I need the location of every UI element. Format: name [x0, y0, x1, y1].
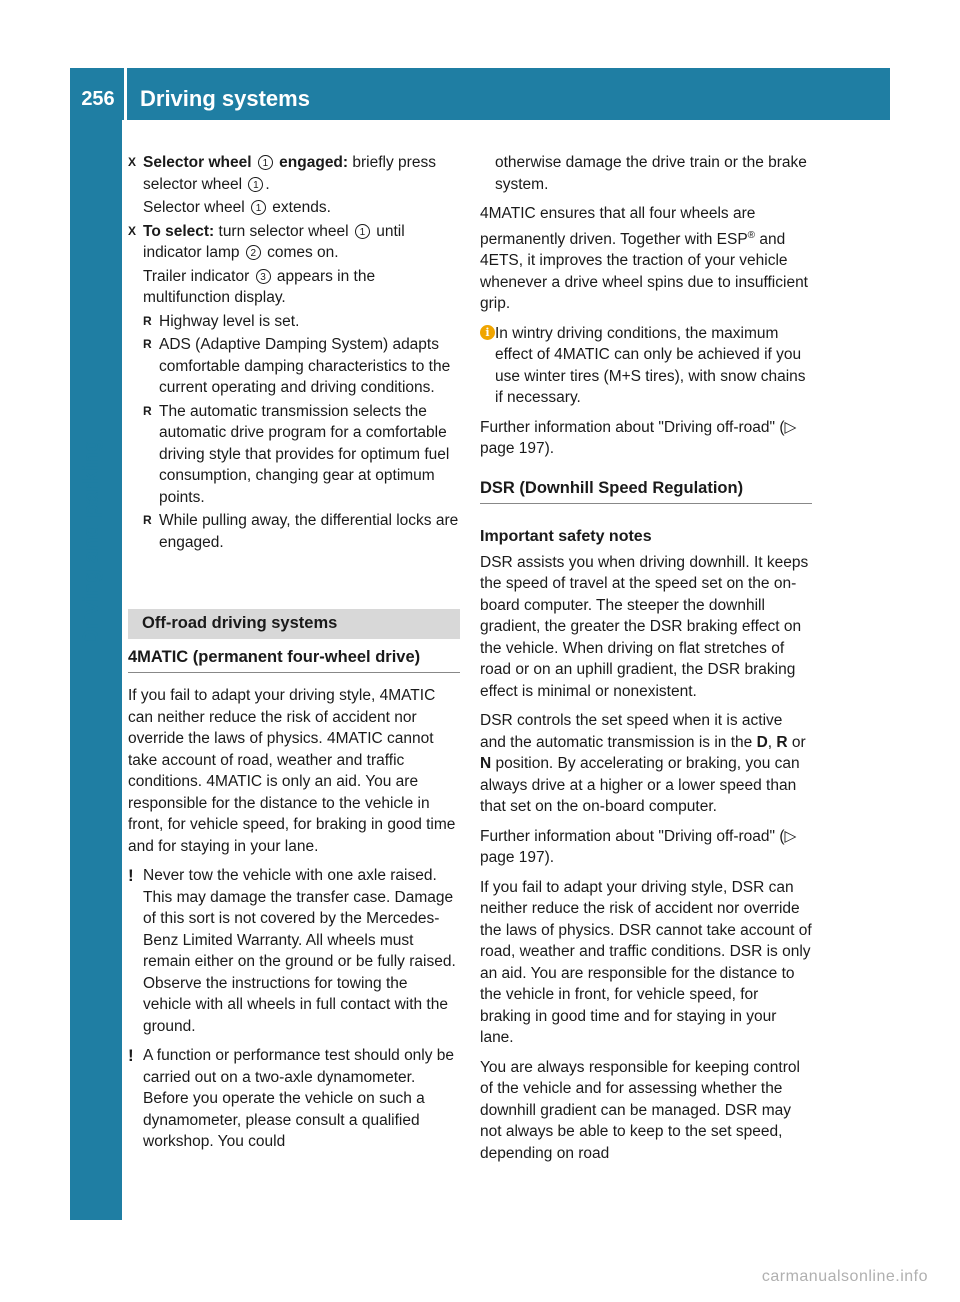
registered-mark: ®: [747, 229, 756, 241]
left-column: [128, 152, 460, 1161]
page-ref-icon: ▷: [784, 827, 797, 845]
callout-1-icon: 1: [248, 177, 263, 192]
side-tab: [70, 120, 122, 1220]
step-text: briefly press selector wheel: [143, 154, 436, 193]
exclamation-icon: !: [128, 1046, 134, 1065]
bullet-icon: R: [143, 337, 152, 351]
step-end: .: [265, 175, 270, 193]
result-text: Selector wheel: [143, 199, 249, 216]
list-item: [128, 401, 460, 509]
list-item: [128, 311, 460, 333]
callout-1-icon: 1: [251, 200, 266, 215]
matic-paragraph-2: [480, 203, 812, 315]
info-icon: i: [480, 325, 495, 340]
step-bold: Selector wheel: [143, 154, 252, 171]
side-label-text: Driving and parking: [78, 438, 103, 645]
callout-1-icon: 1: [258, 155, 273, 170]
gear-n: N: [480, 755, 492, 773]
result-end: appears in the multifunction display.: [143, 267, 376, 306]
para-text: position. By accelerating or braking, you can always drive at a higher or a lower speed than that set on the on-board computer.: [480, 755, 800, 816]
step-bold: To select:: [143, 222, 215, 240]
further-text: Further information about "Driving off-road" (: [480, 827, 785, 845]
right-column: [480, 152, 812, 1172]
list-item: [128, 510, 460, 553]
header-divider: [124, 68, 127, 120]
step-result: [128, 197, 460, 219]
callout-3-icon: 3: [256, 269, 271, 284]
comma: ,: [767, 733, 773, 751]
warning-note: [128, 865, 460, 1037]
list-item: [128, 334, 460, 399]
dsr-paragraph-1: DSR assists you when driving downhill. It keeps the speed of travel at the speed set on the on-board computer. The steeper the downhill gradient, the greater the DSR braking effect on the vehicle. When driving on flat stretches of road or on an uphill gradient, the DSR braking effect is minimal or nonexistent.: [480, 553, 809, 700]
info-text: In wintry driving conditions, the maximum effect of 4MATIC can only be achieved if you use winter tires (M+S tires), with snow chains if necessary.: [495, 324, 806, 407]
page-ref-icon: ▷: [784, 418, 797, 436]
step-end: comes on.: [262, 244, 339, 261]
or-text: or: [787, 733, 806, 751]
bullet-text: While pulling away, the differential locks are engaged.: [159, 512, 459, 551]
page-number: 256: [81, 88, 115, 110]
note-text: A function or performance test should only be carried out on a two-axle dynamometer. Before you operate the vehicle on such a dynamometer, please consult a qualified workshop. You could: [143, 1047, 455, 1150]
safety-heading: Important safety notes: [480, 528, 652, 546]
callout-1-icon: 1: [355, 224, 370, 239]
further-text: Further information about "Driving off-road" (: [480, 418, 785, 436]
page-ref[interactable]: page 197).: [480, 849, 555, 867]
matic-paragraph: If you fail to adapt your driving style, 4MATIC can neither reduce the risk of accident nor override the laws of physics. 4MATIC cannot take account of road, weather and traffic conditions. 4MATIC is only an aid. You are responsible for the distance to the vehicle in front, for vehicle speed, for braking in good time and for staying in your lane.: [128, 687, 456, 855]
section-title: Driving systems: [140, 86, 310, 111]
note-text: Never tow the vehicle with one axle raised. This may damage the transfer case. Damage of this sort is not covered by the Mercedes-Benz Limited Warranty. All wheels must remain either on the ground or be fully raised. Observe the instructions for towing the vehicle with all wheels in full contact with the ground.: [143, 867, 456, 1035]
step-selector-engaged: [128, 152, 460, 195]
offroad-heading: Off-road driving systems: [128, 609, 460, 639]
result-end: extends.: [267, 199, 331, 216]
result-text: Trailer indicator: [143, 267, 254, 285]
bullet-icon: R: [143, 513, 152, 527]
para-text: 4MATIC ensures that all four wheels are permanently driven. Together with ESP: [480, 205, 756, 248]
bullet-text: Highway level is set.: [159, 312, 300, 330]
step-text-2: until indicator lamp: [143, 222, 405, 261]
dsr-paragraph-3: If you fail to adapt your driving style, DSR can neither reduce the risk of accident nor override the laws of physics. DSR cannot take account of road, weather and traffic conditions. DSR is only an aid. You are responsible for the distance to the vehicle in front, for vehicle speed, for braking in good time and for staying in your lane.: [480, 878, 812, 1047]
step-text: turn selector wheel: [214, 222, 353, 240]
bullet-text: ADS (Adaptive Damping System) adapts comfortable damping characteristics to the current operating and driving conditions.: [159, 336, 451, 396]
matic-heading: 4MATIC (permanent four-wheel drive): [128, 647, 460, 674]
bullet-text: The automatic transmission selects the automatic drive program for a comfortable driving style that provides for optimum fuel consumption, changing gear at optimum points.: [159, 402, 450, 506]
dsr-paragraph-2: [480, 710, 812, 818]
step-result: [128, 266, 460, 309]
step-to-select: [128, 221, 460, 264]
page-ref[interactable]: page 197).: [480, 440, 555, 458]
step-bold-2: engaged:: [279, 154, 349, 171]
warning-note: [128, 1045, 460, 1153]
info-note: [480, 323, 812, 409]
gear-r: R: [776, 733, 788, 751]
gear-d: D: [756, 733, 768, 751]
bullet-icon: R: [143, 403, 152, 418]
step-arrow-icon: X: [128, 223, 137, 238]
dsr-heading: DSR (Downhill Speed Regulation): [480, 478, 812, 505]
exclamation-icon: !: [128, 866, 134, 885]
para-text: DSR controls the set speed when it is active and the automatic transmission is in the: [480, 712, 783, 751]
para-text: and 4ETS, it improves the traction of your vehicle whenever a drive wheel spins due to insufficient grip.: [480, 230, 808, 313]
bullet-icon: R: [143, 313, 152, 328]
dsr-paragraph-4: You are always responsible for keeping control of the vehicle and for assessing whether the downhill gradient can be managed. DSR may not always be able to keep to the set speed, depending on road: [480, 1058, 800, 1162]
note-continuation: otherwise damage the drive train or the brake system.: [495, 154, 807, 193]
step-arrow-icon: X: [128, 155, 137, 169]
watermark: carmanualsonline.info: [761, 1268, 928, 1285]
further-info: [480, 826, 812, 869]
further-info: [480, 417, 812, 460]
callout-2-icon: 2: [246, 245, 261, 260]
